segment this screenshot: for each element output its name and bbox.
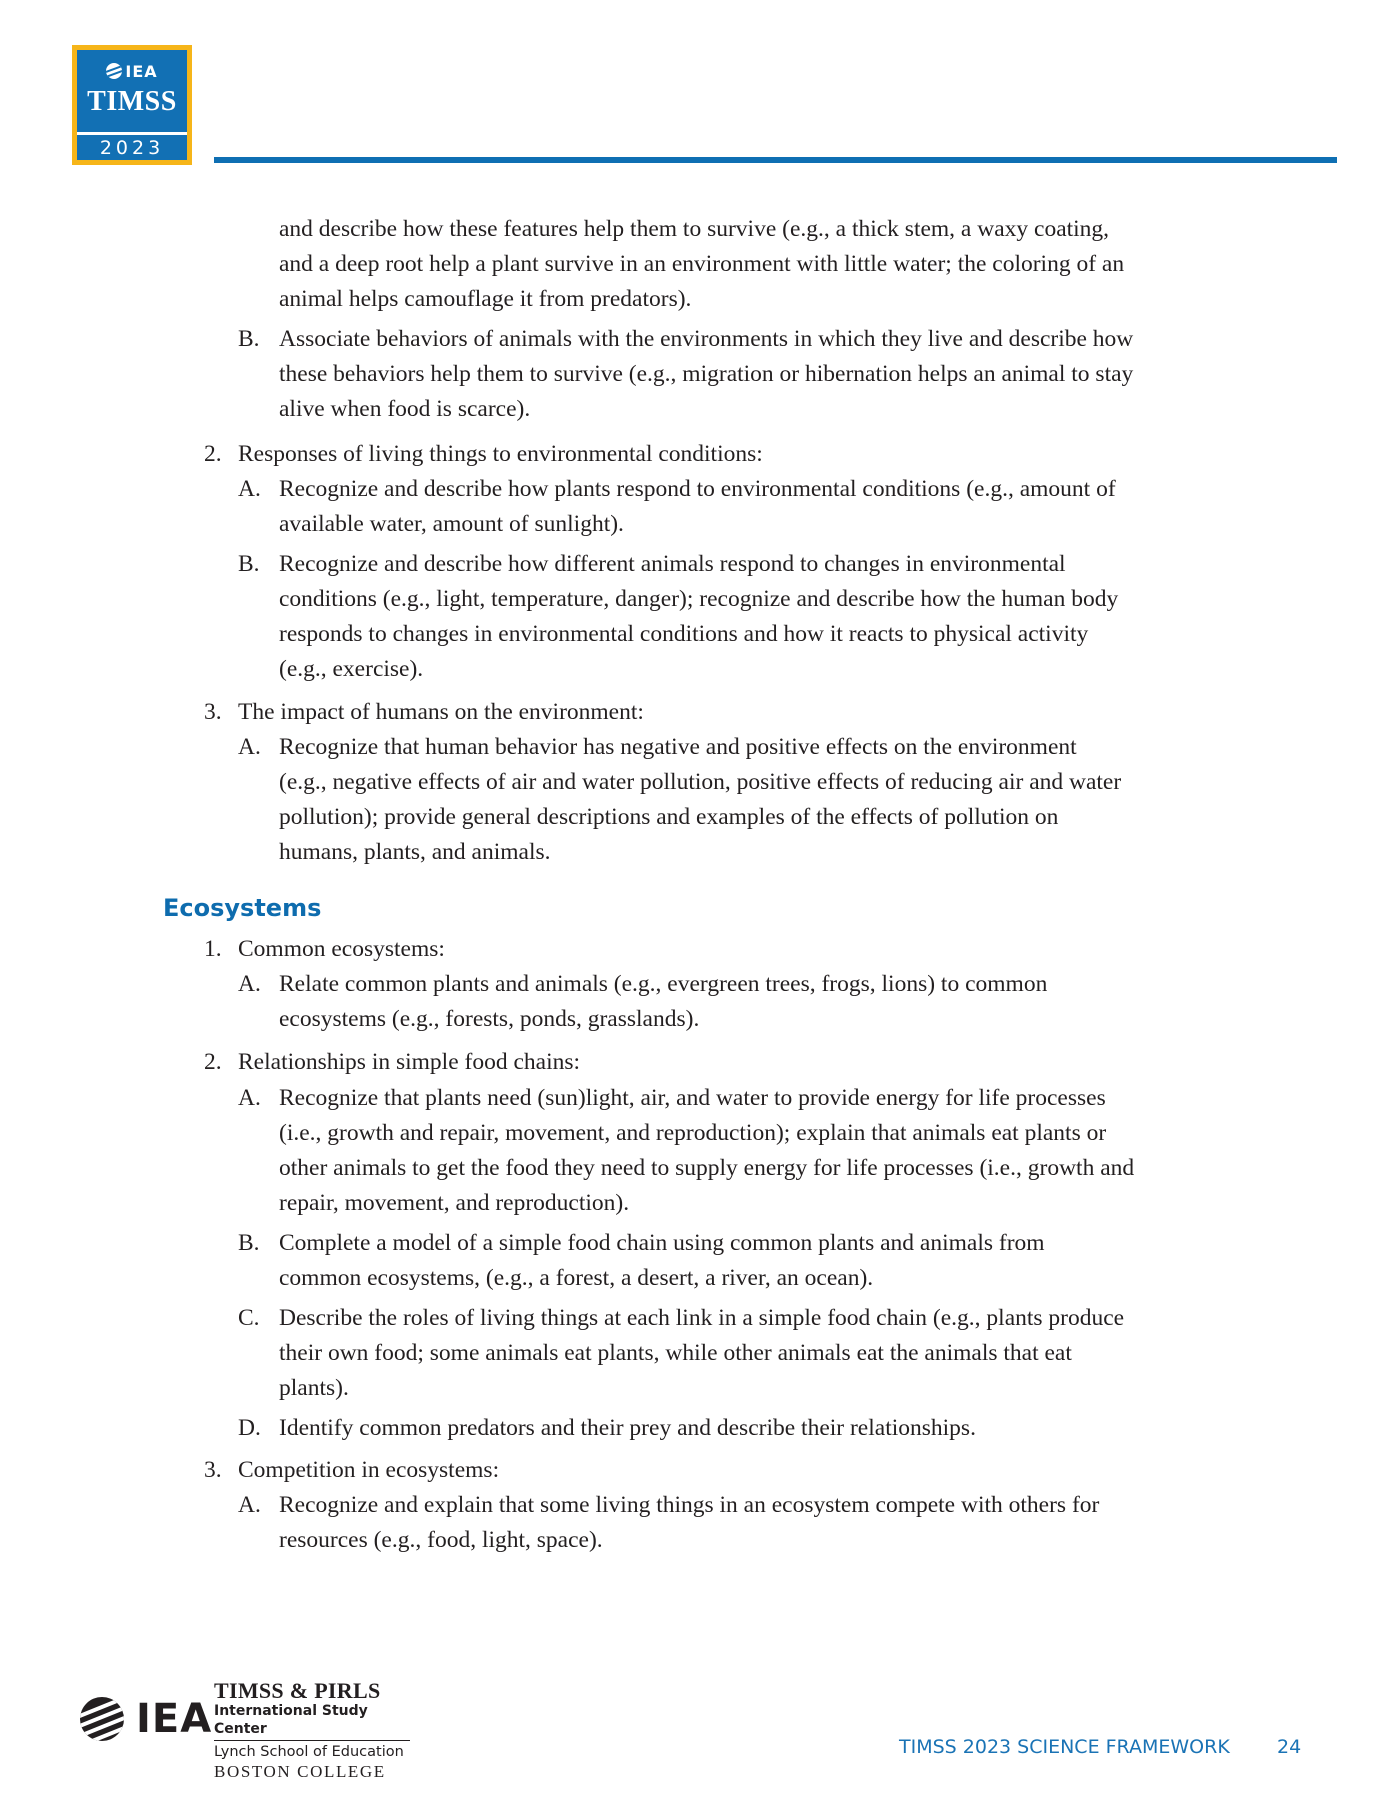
list-marker: 3. [204, 699, 222, 725]
list-item-text: (e.g., negative effects of air and water pollution, positive effects of reducing air and water [279, 769, 1122, 795]
list-item-text: these behaviors help them to survive (e.g., migration or hibernation helps an animal to stay [279, 361, 1134, 387]
list-item-text: plants). [279, 1375, 349, 1401]
list-item-text: and describe how these features help them to survive (e.g., a thick stem, a waxy coating, [279, 216, 1110, 242]
list-marker: B. [238, 551, 260, 577]
list-item-text: other animals to get the food they need to supply energy for life processes (i.e., growth and [279, 1155, 1135, 1181]
list-item-text: Associate behaviors of animals with the environments in which they live and describe how [279, 326, 1134, 352]
list-item-text: their own food; some animals eat plants, while other animals eat the animals that eat [279, 1340, 1072, 1366]
list-item-text: available water, amount of sunlight). [279, 511, 624, 537]
list-item-text: alive when food is scarce). [279, 396, 531, 422]
page-number: 24 [1277, 1736, 1302, 1758]
list-marker: A. [238, 1492, 261, 1518]
list-marker: 2. [204, 441, 222, 467]
section-heading-ecosystems: Ecosystems [163, 894, 322, 922]
globe-icon [106, 63, 122, 79]
list-item-text: Recognize and describe how different animals respond to changes in environmental [279, 551, 1066, 577]
logo-program: TIMSS [87, 86, 177, 117]
list-marker: B. [238, 1230, 260, 1256]
list-item-heading: Competition in ecosystems: [238, 1457, 500, 1483]
list-item-text: (e.g., exercise). [279, 656, 424, 682]
list-item-text: ecosystems (e.g., forests, ponds, grasslands). [279, 1006, 700, 1032]
list-marker: B. [238, 326, 260, 352]
logo-year: 2023 [99, 137, 165, 159]
logo-divider [77, 132, 187, 135]
list-item-text: Recognize and describe how plants respond to environmental conditions (e.g., amount of [279, 476, 1116, 502]
list-item-text: Recognize that plants need (sun)light, air, and water to provide energy for life processes [279, 1085, 1106, 1111]
list-item-text: Describe the roles of living things at each link in a simple food chain (e.g., plants produce [279, 1305, 1125, 1331]
footer-center-block [214, 1680, 410, 1782]
list-item-text: common ecosystems, (e.g., a forest, a desert, a river, an ocean). [279, 1265, 874, 1291]
list-item-text: conditions (e.g., light, temperature, danger); recognize and describe how the human body [279, 586, 1119, 612]
list-item-text: (i.e., growth and repair, movement, and reproduction); explain that animals eat plants or [279, 1120, 1107, 1146]
list-marker: A. [238, 476, 261, 502]
footer-center-name: TIMSS & PIRLS [214, 1678, 381, 1703]
list-item-text: responds to changes in environmental conditions and how it reacts to physical activity [279, 621, 1089, 647]
list-item-text: humans, plants, and animals. [279, 839, 551, 865]
list-item-heading: Relationships in simple food chains: [238, 1049, 581, 1075]
list-marker: A. [238, 734, 261, 760]
timss-2023-logo [72, 45, 192, 165]
list-item-text: Identify common predators and their prey and describe their relationships. [279, 1415, 976, 1441]
list-item-text: repair, movement, and reproduction). [279, 1190, 630, 1216]
list-item-heading: Responses of living things to environmental conditions: [238, 441, 763, 467]
list-marker: A. [238, 971, 261, 997]
footer-school: Lynch School of Education [214, 1744, 404, 1760]
list-item-text: Recognize that human behavior has negative and positive effects on the environment [279, 734, 1077, 760]
list-marker: A. [238, 1085, 261, 1111]
header-rule [214, 157, 1337, 163]
list-item-text: Complete a model of a simple food chain using common plants and animals from [279, 1230, 1045, 1256]
list-marker: 1. [204, 936, 222, 962]
list-marker: C. [238, 1305, 260, 1331]
list-item-text: pollution); provide general descriptions and examples of the effects of pollution on [279, 804, 1059, 830]
iea-globe-icon [80, 1697, 124, 1741]
list-item-text: resources (e.g., food, light, space). [279, 1527, 603, 1553]
list-item-text: Relate common plants and animals (e.g., evergreen trees, frogs, lions) to common [279, 971, 1048, 997]
list-item-text: and a deep root help a plant survive in an environment with little water; the coloring of an [279, 251, 1125, 277]
logo-iea-row [77, 62, 187, 81]
list-item-heading: The impact of humans on the environment: [238, 699, 644, 725]
list-marker: 3. [204, 1457, 222, 1483]
logo-org: IEA [125, 62, 158, 81]
footer-center-sub: International Study Center [214, 1702, 410, 1741]
list-item-text: Recognize and explain that some living things in an ecosystem compete with others for [279, 1492, 1100, 1518]
list-marker: D. [238, 1415, 261, 1441]
list-item-text: animal helps camouflage it from predators). [279, 286, 692, 312]
footer-iea-wordmark: IEA [136, 1696, 213, 1742]
footer-document-title: TIMSS 2023 SCIENCE FRAMEWORK [899, 1736, 1230, 1758]
footer-college: BOSTON COLLEGE [214, 1762, 386, 1781]
list-item-heading: Common ecosystems: [238, 936, 445, 962]
list-marker: 2. [204, 1049, 222, 1075]
